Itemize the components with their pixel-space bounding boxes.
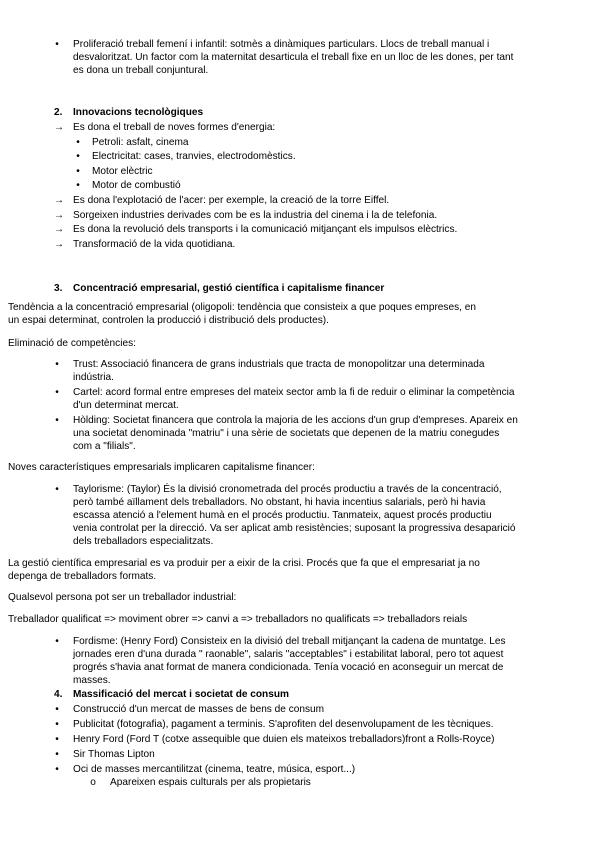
taylor-line: dels treballadors especialitzats. [73,536,214,547]
fordisme-line: Fordisme: (Henry Ford) Consisteix en la divisió del treball mitjançant la cadena de muntatge. Les [73,636,506,647]
arrow-marker: → [53,239,65,250]
energy-item: Electricitat: cases, tranvies, electrodomèstics. [92,151,296,162]
section-2-title: Innovacions tecnològiques [73,107,204,118]
holding-line: Hòlding: Societat financera que controla la majoria de les accions d'un grup d'empreses. Apareix en [73,415,518,426]
bullet-marker: • [76,137,80,148]
intro-line-1: Proliferació treball femení i infantil: sotmès a dinàmiques particulars. Llocs de treball manual i [73,39,490,50]
section-4-item: Sir Thomas Lipton [73,749,155,760]
fordisme-line: masses. [73,675,111,686]
para-line: Noves característiques empresarials implicaren capitalisme financer: [8,462,315,473]
para-line: un espai determinat, controlen la producció i distribució dels productes). [8,315,329,326]
fordisme-line: progrés s'havia anat format de manera condicionada. Tenía vocació en aconseguir un mercat de [73,662,504,673]
fordisme-line: jornades eren d'una durada " raonable", salaris "acceptables" i estabilitat laboral, pero tot aquest [73,649,504,660]
energy-item: Motor de combustió [92,180,181,191]
section-3-title: Concentració empresarial, gestió científica i capitalisme financer [73,283,385,294]
para-line: Tendència a la concentració empresarial (oligopoli: tendència que consisteix a que poques empreses, en [8,302,476,313]
section-3-number: 3. [54,283,63,294]
bullet-marker: • [55,484,59,495]
cartel-line: Cartel: acord formal entre empreses del mateix sector amb la fi de reduir o eliminar la competència [73,387,515,398]
trust-line: indústria. [73,372,114,383]
section-2-arrow: Es dona l'explotació de l'acer: per exemple, la creació de la torre Eiffel. [73,195,390,206]
bullet-marker: • [55,719,59,730]
para-line: Qualsevol persona pot ser un treballador industrial: [8,592,237,603]
section-4-item: Oci de masses mercantilitzat (cinema, teatre, música, esport...) [73,764,356,775]
bullet-marker: • [55,749,59,760]
bullet-marker: • [55,415,59,426]
sub-bullet-marker: o [90,777,96,788]
arrow-marker: → [53,224,65,235]
arrow-marker: → [53,210,65,221]
section-2-arrow: Sorgeixen industries derivades com be es la industria del cinema i la de telefonia. [73,210,438,221]
para-line: La gestió científica empresarial es va produir per a eixir de la crisi. Procés que fa que el empresariat ja no [8,558,480,569]
energy-item: Petroli: asfalt, cinema [92,137,189,148]
bullet-marker: • [55,387,59,398]
section-2-arrow: Transformació de la vida quotidiana. [73,239,236,250]
section-4-title: Massificació del mercat i societat de consum [73,689,289,700]
section-4-item: Construcció d'un mercat de masses de bens de consum [73,704,325,715]
section-4-item: Henry Ford (Ford T (cotxe assequible que duien els mateixos treballadors)front a Rolls-Royce) [73,734,495,745]
taylor-line: venia controlat per la direcció. Va ser aplicat amb resistències; suposant la progressiva desaparició [73,523,516,534]
taylor-line: Taylorisme: (Taylor) És la divisió cronometrada del procés productiu a través de la concentració, [73,484,502,495]
section-2-arrow-1: Es dona el treball de noves formes d'energia: [73,122,276,133]
arrow-marker: → [53,122,65,133]
intro-line-2: desvaloritzat. Un factor com la maternitat desarticula el treball fixe en un lloc de les dones, per tant [73,52,514,63]
bullet-marker: • [55,636,59,647]
holding-line: com a "filials". [73,441,136,452]
section-4-number: 4. [54,689,63,700]
section-2-arrow: Es dona la revolució dels transports i la comunicació mitjançant els impulsos elèctrics. [73,224,458,235]
energy-item: Motor elèctric [92,166,153,177]
bullet-marker: • [55,764,59,775]
arrow-marker: → [53,195,65,206]
taylor-line: però també aïllament dels treballadors. No obstant, hi havia incentius salarials, però hi havia [73,497,486,508]
bullet-marker: • [76,151,80,162]
bullet-marker: • [76,166,80,177]
para-line: Treballador qualificat => moviment obrer => canvi a => treballadors no qualificats => treballadors reials [8,614,468,625]
bullet-marker: • [55,39,59,50]
section-2-number: 2. [54,107,63,118]
para-line: depenga de treballadors formats. [8,571,157,582]
bullet-marker: • [55,704,59,715]
para-line: Eliminació de competències: [8,338,136,349]
intro-line-3: es dona un treball conjuntural. [73,65,209,76]
section-4-subitem: Apareixen espais culturals per als propietaris [110,777,311,788]
bullet-marker: • [55,359,59,370]
taylor-line: escassa atenció a l'element humà en el procés productiu. Tanmateix, aquest procés productiu [73,510,492,521]
holding-line: una societat denominada "matriu" i una sèrie de societats que depenen de la matriu conegudes [73,428,500,439]
bullet-marker: • [55,734,59,745]
cartel-line: d'un determinat mercat. [73,400,179,411]
section-4-item: Publicitat (fotografia), pagament a terminis. S'aprofiten del desenvolupament de les tècniques. [73,719,494,730]
trust-line: Trust: Associació financera de grans industrials que tracta de monopolitzar una determinada [73,359,485,370]
bullet-marker: • [76,180,80,191]
